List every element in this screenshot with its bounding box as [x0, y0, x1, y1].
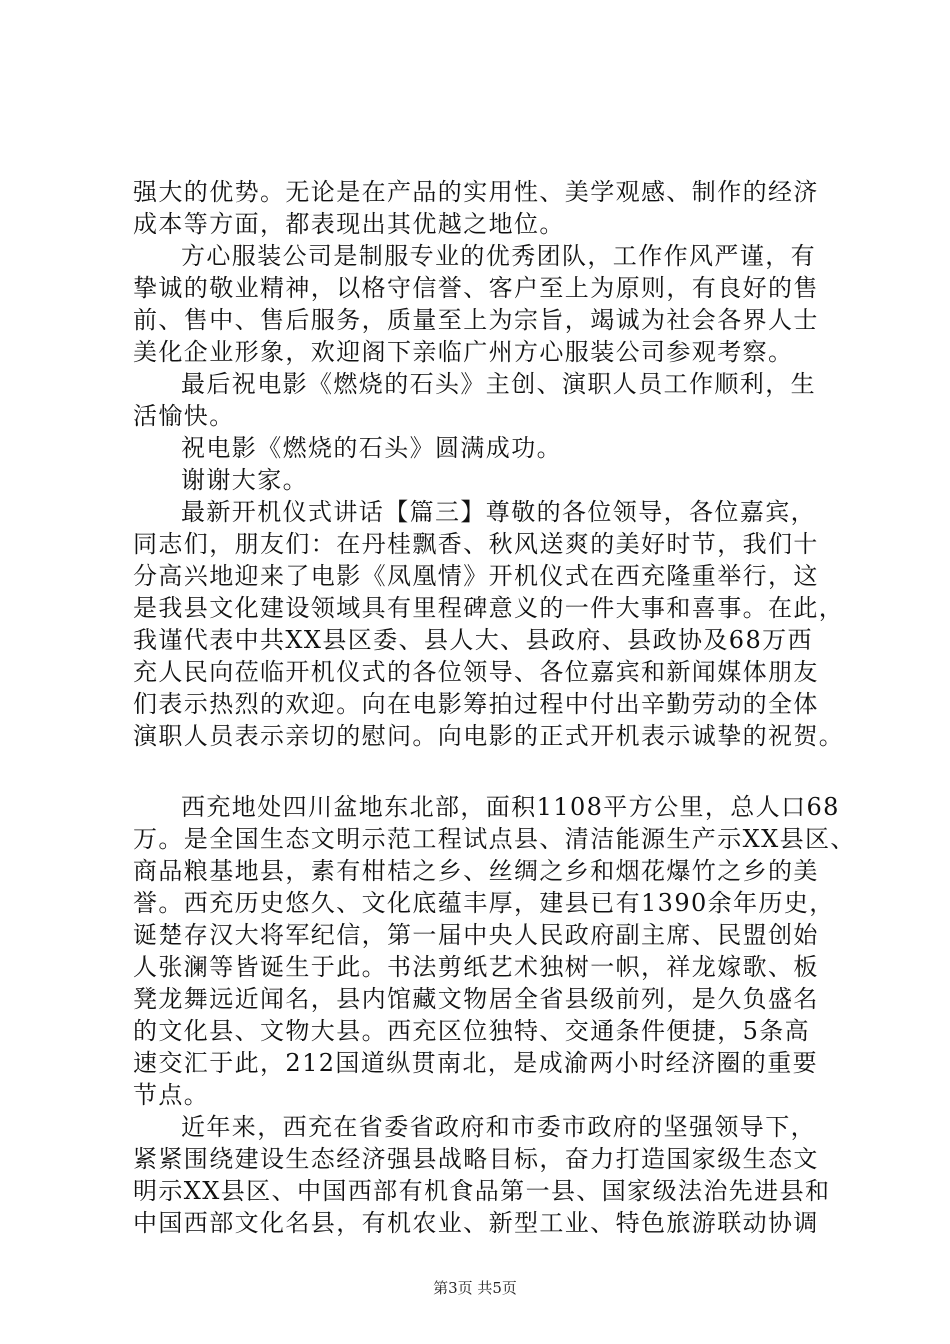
text-line: 凳龙舞远近闻名，县内馆藏文物居全省县级前列，是久负盛名	[133, 985, 819, 1013]
text-line: 节点。	[133, 1081, 210, 1109]
text-line: 们表示热烈的欢迎。向在电影筹拍过程中付出辛勤劳动的全体	[133, 690, 819, 718]
text-line: 我谨代表中共XX县区委、县人大、县政府、县政协及68万西	[133, 626, 813, 654]
text-line: 前、售中、售后服务，质量至上为宗旨，竭诚为社会各界人士	[133, 306, 819, 334]
text-line: 西充地处四川盆地东北部，面积1108平方公里，总人口68	[181, 793, 840, 821]
text-line: 谢谢大家。	[181, 466, 308, 494]
text-line: 祝电影《燃烧的石头》圆满成功。	[181, 434, 562, 462]
text-line: 分高兴地迎来了电影《凤凰情》开机仪式在西充隆重举行，这	[133, 562, 819, 590]
text-line: 演职人员表示亲切的慰问。向电影的正式开机表示诚挚的祝贺。	[133, 722, 845, 750]
text-line: 紧紧围绕建设生态经济强县战略目标，奋力打造国家级生态文	[133, 1145, 819, 1173]
text-line: 速交汇于此，212国道纵贯南北，是成渝两小时经济圈的重要	[133, 1049, 819, 1077]
text-line: 最新开机仪式讲话【篇三】尊敬的各位领导，各位嘉宾，	[181, 498, 816, 526]
text-line: 誉。西充历史悠久、文化底蕴丰厚，建县已有1390余年历史，	[133, 889, 835, 917]
text-line: 中国西部文化名县，有机农业、新型工业、特色旅游联动协调	[133, 1209, 819, 1237]
text-line: 活愉快。	[133, 402, 235, 430]
text-line: 强大的优势。无论是在产品的实用性、美学观感、制作的经济	[133, 178, 819, 206]
text-line: 同志们，朋友们：在丹桂飘香、秋风送爽的美好时节，我们十	[133, 530, 819, 558]
text-line: 美化企业形象，欢迎阁下亲临广州方心服装公司参观考察。	[133, 338, 794, 366]
text-line: 商品粮基地县，素有柑桔之乡、丝绸之乡和烟花爆竹之乡的美	[133, 857, 819, 885]
text-line: 挚诚的敬业精神，以格守信誉、客户至上为原则，有良好的售	[133, 274, 819, 302]
text-line: 诞楚存汉大将军纪信，第一届中央人民政府副主席、民盟创始	[133, 921, 819, 949]
text-line: 的文化县、文物大县。西充区位独特、交通条件便捷，5条高	[133, 1017, 811, 1045]
text-line: 明示XX县区、中国西部有机食品第一县、国家级法治先进县和	[133, 1177, 831, 1205]
text-line: 人张澜等皆诞生于此。书法剪纸艺术独树一帜，祥龙嫁歌、板	[133, 953, 819, 981]
text-line: 近年来，西充在省委省政府和市委市政府的坚强领导下，	[181, 1113, 816, 1141]
text-line: 方心服装公司是制服专业的优秀团队，工作作风严谨，有	[181, 242, 816, 270]
text-line: 成本等方面，都表现出其优越之地位。	[133, 210, 565, 238]
text-line: 是我县文化建设领域具有里程碑意义的一件大事和喜事。在此，	[133, 594, 845, 622]
text-line: 最后祝电影《燃烧的石头》主创、演职人员工作顺利，生	[181, 370, 816, 398]
text-line: 万。是全国生态文明示范工程试点县、清洁能源生产示XX县区、	[133, 825, 856, 853]
page-number-footer: 第3页 共5页	[433, 1279, 517, 1297]
text-line: 充人民向莅临开机仪式的各位领导、各位嘉宾和新闻媒体朋友	[133, 658, 819, 686]
